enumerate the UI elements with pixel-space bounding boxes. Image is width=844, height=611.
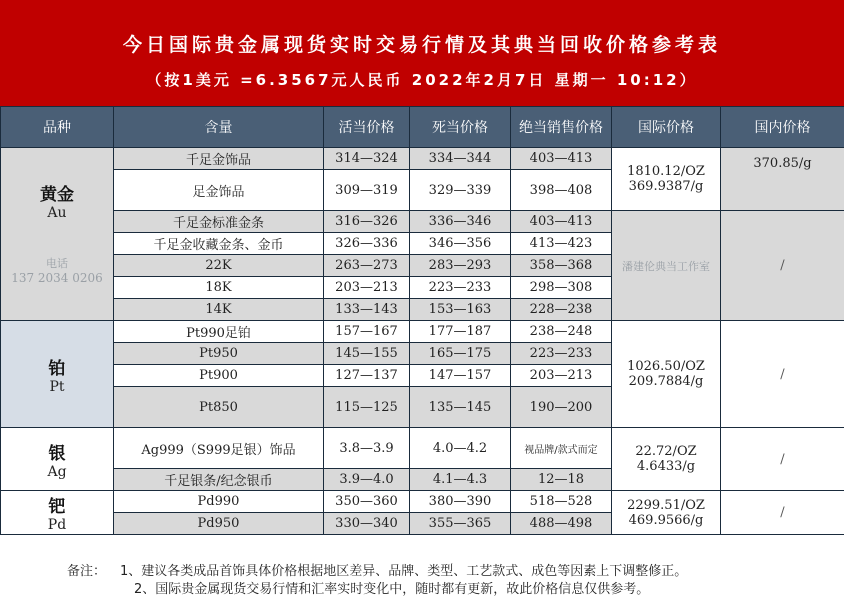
intl-price-cell — [612, 148, 721, 211]
intl-price-g: 209.7884/g — [628, 374, 704, 389]
page-subtitle: （按1美元 =6.3567元人民币 2022年2月7日 星期一 10:12） — [146, 71, 698, 89]
note-line-1: 1、建议各类成品首饰具体价格根据地区差异、品牌、类型、工艺款式、成色等因素上下调整修正。 — [120, 564, 688, 579]
item-cell: 18K — [114, 277, 324, 299]
dead-price-cell: 177—187 — [410, 321, 511, 343]
live-price-cell: 3.9—4.0 — [324, 469, 410, 491]
sale-price-cell: 190—200 — [511, 387, 612, 428]
item-cell: Pd950 — [114, 513, 324, 535]
title-banner — [0, 0, 844, 106]
item-cell: Pt950 — [114, 343, 324, 365]
category-symbol: Au — [47, 204, 67, 221]
table-row — [1, 211, 844, 233]
item-cell: 14K — [114, 299, 324, 321]
live-price-cell: 157—167 — [324, 321, 410, 343]
live-price-cell: 115—125 — [324, 387, 410, 428]
sale-price-cell: 518—528 — [511, 491, 612, 513]
intl-price-g: 4.6433/g — [636, 459, 696, 474]
category-cell-platinum — [1, 321, 114, 428]
intl-price-oz: 1810.12/OZ — [627, 164, 705, 179]
category-cell-gold — [1, 148, 114, 321]
sale-price-cell: 403—413 — [511, 211, 612, 233]
live-price-cell: 133—143 — [324, 299, 410, 321]
studio-watermark: 潘建伦典当工作室 — [622, 259, 710, 273]
live-price-cell: 330—340 — [324, 513, 410, 535]
intl-price-g: 469.9566/g — [628, 512, 704, 528]
sale-price-cell: 488—498 — [511, 513, 612, 535]
intl-price-g: 369.9387/g — [628, 179, 704, 194]
intl-price-oz: 22.72/OZ — [635, 444, 697, 459]
item-cell: Pd990 — [114, 491, 324, 513]
column-header: 死当价格 — [410, 107, 511, 148]
intl-price-cell — [612, 321, 721, 428]
phone-number: 137 2034 0206 — [11, 270, 103, 285]
category-symbol: Pt — [49, 378, 65, 395]
item-cell: Ag999（S999足银）饰品 — [114, 428, 324, 469]
column-header: 国际价格 — [612, 107, 721, 148]
sale-price-cell: 298—308 — [511, 277, 612, 299]
watermark-cell — [612, 211, 721, 321]
domestic-price-cell: / — [721, 321, 844, 428]
dead-price-cell: 153—163 — [410, 299, 511, 321]
dead-price-cell: 223—233 — [410, 277, 511, 299]
category-cell-silver — [1, 428, 114, 491]
column-header: 活当价格 — [324, 107, 410, 148]
price-table — [0, 106, 844, 535]
dead-price-cell: 346—356 — [410, 233, 511, 255]
item-cell: 足金饰品 — [114, 170, 324, 211]
live-price-cell: 316—326 — [324, 211, 410, 233]
table-header-row — [1, 107, 844, 148]
table-row — [1, 321, 844, 343]
sale-price-cell: 413—423 — [511, 233, 612, 255]
page-title: 今日国际贵金属现货实时交易行情及其典当回收价格参考表 — [122, 34, 721, 56]
item-cell: 千足金标准金条 — [114, 211, 324, 233]
live-price-cell: 145—155 — [324, 343, 410, 365]
category-name: 铂 — [48, 358, 66, 379]
intl-price-oz: 1026.50/OZ — [627, 359, 705, 374]
sale-price-cell: 403—413 — [511, 148, 612, 170]
category-symbol: Pd — [47, 517, 67, 533]
live-price-cell: 350—360 — [324, 491, 410, 513]
domestic-price-cell: / — [721, 491, 844, 535]
note-line-2: 2、国际贵金属现货交易行情和汇率实时变化中，随时都有更新，故此价格信息仅供参考。 — [134, 582, 650, 597]
intl-price-cell — [612, 491, 721, 535]
dead-price-cell: 135—145 — [410, 387, 511, 428]
item-cell: 22K — [114, 255, 324, 277]
sale-price-cell: 398—408 — [511, 170, 612, 211]
live-price-cell: 203—213 — [324, 277, 410, 299]
domestic-price-cell: / — [721, 428, 844, 491]
sale-price-cell: 203—213 — [511, 365, 612, 387]
live-price-cell: 309—319 — [324, 170, 410, 211]
item-cell: 千足金收藏金条、金币 — [114, 233, 324, 255]
dead-price-cell: 165—175 — [410, 343, 511, 365]
sale-price-cell: 12—18 — [511, 469, 612, 491]
live-price-cell: 3.8—3.9 — [324, 428, 410, 469]
table-row — [1, 491, 844, 513]
item-cell: Pt990足铂 — [114, 321, 324, 343]
sale-price-cell: 视品牌/款式而定 — [511, 428, 612, 469]
item-cell: 千足银条/纪念银币 — [114, 469, 324, 491]
phone-label: 电话 — [46, 256, 68, 270]
category-symbol: Ag — [47, 463, 67, 480]
item-cell: Pt900 — [114, 365, 324, 387]
dead-price-cell: 283—293 — [410, 255, 511, 277]
column-header: 绝当销售价格 — [511, 107, 612, 148]
intl-price-cell — [612, 428, 721, 491]
item-cell: 千足金饰品 — [114, 148, 324, 170]
notes-section — [0, 540, 844, 611]
table-row — [1, 428, 844, 469]
column-header: 品种 — [1, 107, 114, 148]
table-row — [1, 148, 844, 170]
live-price-cell: 326—336 — [324, 233, 410, 255]
dead-price-cell: 329—339 — [410, 170, 511, 211]
domestic-price-cell: / — [721, 211, 844, 321]
dead-price-cell: 355—365 — [410, 513, 511, 535]
dead-price-cell: 147—157 — [410, 365, 511, 387]
sale-price-cell: 238—248 — [511, 321, 612, 343]
category-cell-palladium — [1, 491, 114, 535]
item-cell: Pt850 — [114, 387, 324, 428]
sale-price-cell: 228—238 — [511, 299, 612, 321]
column-header: 国内价格 — [721, 107, 844, 148]
dead-price-cell: 4.1—4.3 — [410, 469, 511, 491]
live-price-cell: 263—273 — [324, 255, 410, 277]
sale-price-cell: 223—233 — [511, 343, 612, 365]
dead-price-cell: 380—390 — [410, 491, 511, 513]
dead-price-cell: 334—344 — [410, 148, 511, 170]
sale-price-cell: 358—368 — [511, 255, 612, 277]
domestic-price-cell: 370.85/g — [721, 148, 844, 211]
live-price-cell: 314—324 — [324, 148, 410, 170]
category-name: 钯 — [48, 497, 66, 517]
intl-price-oz: 2299.51/OZ — [627, 497, 705, 513]
dead-price-cell: 4.0—4.2 — [410, 428, 511, 469]
notes-label: 备注： — [67, 564, 107, 579]
category-name: 银 — [48, 443, 66, 464]
dead-price-cell: 336—346 — [410, 211, 511, 233]
category-name: 黄金 — [40, 184, 74, 205]
column-header: 含量 — [114, 107, 324, 148]
live-price-cell: 127—137 — [324, 365, 410, 387]
